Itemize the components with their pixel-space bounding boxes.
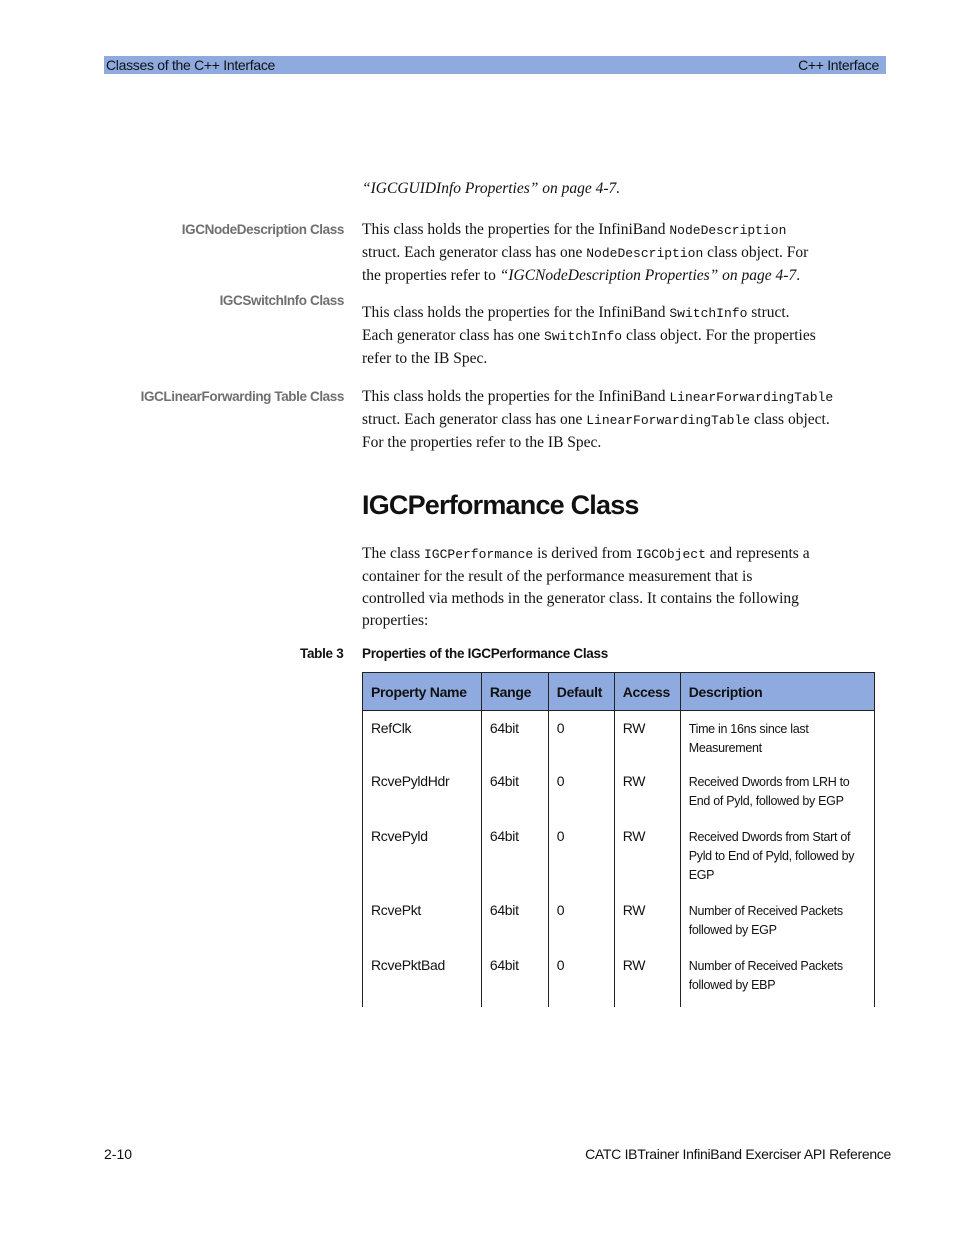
intro-reference[interactable]: “IGCGUIDInfo Properties” on page 4-7.	[362, 180, 621, 197]
cell-access: RW	[614, 949, 680, 1007]
text-run: This class holds the properties for the InfiniBand	[362, 304, 670, 321]
cell-property-name: RcvePktBad	[363, 949, 482, 1007]
cell-range: 64bit	[481, 820, 548, 894]
column-header-property-name: Property Name	[363, 673, 482, 711]
cell-property-name: RcvePyldHdr	[363, 765, 482, 820]
table-caption-number: Table 3	[300, 646, 344, 661]
cell-description: Received Dwords from LRH to End of Pyld, followed by EGP	[680, 765, 874, 820]
text-run: class object. For the properties	[622, 327, 816, 344]
cell-access: RW	[614, 894, 680, 949]
column-header-range: Range	[481, 673, 548, 711]
text-run: is derived from	[533, 545, 636, 562]
text-run: The class	[362, 545, 424, 562]
section-text-node-description	[362, 219, 882, 287]
cell-property-name: RcvePkt	[363, 894, 482, 949]
cell-description: Number of Received Packets followed by EGP	[680, 894, 874, 949]
cell-range: 64bit	[481, 711, 548, 765]
section-text-switch-info	[362, 302, 882, 370]
text-run: container for the result of the performance measurement that is	[362, 568, 753, 585]
document-title: CATC IBTrainer InfiniBand Exerciser API Reference	[585, 1146, 891, 1162]
cell-access: RW	[614, 820, 680, 894]
cross-reference-link[interactable]: “IGCNodeDescription Properties” on page 4-7	[499, 267, 797, 284]
table-header-row	[363, 673, 875, 711]
text-run: refer to the IB Spec.	[362, 350, 488, 367]
section-label-linear-forwarding-table: IGCLinearForwarding Table Class	[140, 389, 344, 404]
cell-access: RW	[614, 765, 680, 820]
column-header-default: Default	[548, 673, 614, 711]
header-section-title: Classes of the C++ Interface	[106, 57, 276, 73]
text-run: Each generator class has one	[362, 327, 545, 344]
running-header	[104, 56, 886, 74]
cell-range: 64bit	[481, 765, 548, 820]
column-header-access: Access	[614, 673, 680, 711]
table-row	[363, 894, 875, 949]
text-run: .	[796, 267, 801, 284]
text-run: struct. Each generator class has one	[362, 244, 587, 261]
cell-property-name: RcvePyld	[363, 820, 482, 894]
section-label-switch-info: IGCSwitchInfo Class	[219, 293, 344, 308]
code-term: SwitchInfo	[669, 306, 748, 321]
cell-description: Time in 16ns since last Measurement	[680, 711, 874, 765]
code-term: NodeDescription	[669, 223, 787, 238]
table-caption-title: Properties of the IGCPerformance Class	[362, 646, 608, 661]
table-row	[363, 711, 875, 765]
header-chapter-title: C++ Interface	[798, 57, 879, 73]
cell-default: 0	[548, 820, 614, 894]
cell-default: 0	[548, 711, 614, 765]
code-term: SwitchInfo	[544, 329, 623, 344]
cell-default: 0	[548, 765, 614, 820]
section-label-node-description: IGCNodeDescription Class	[181, 222, 344, 237]
text-run: the properties refer to	[362, 267, 500, 284]
table-row	[363, 949, 875, 1007]
text-run: This class holds the properties for the InfiniBand	[362, 221, 670, 238]
code-term: LinearForwardingTable	[669, 390, 834, 405]
table-row	[363, 820, 875, 894]
column-header-description: Description	[680, 673, 874, 711]
cell-range: 64bit	[481, 894, 548, 949]
section-heading: IGCPerformance Class	[362, 490, 639, 520]
cell-description: Received Dwords from Start of Pyld to End of Pyld, followed by EGP	[680, 820, 874, 894]
text-run: controlled via methods in the generator class. It contains the following	[362, 590, 799, 607]
text-run: class object.	[750, 411, 830, 428]
code-term: IGCPerformance	[423, 547, 534, 562]
text-run: and represents a	[705, 545, 810, 562]
cell-description: Number of Received Packets followed by EBP	[680, 949, 874, 1007]
text-run: struct. Each generator class has one	[362, 411, 587, 428]
text-run: This class holds the properties for the InfiniBand	[362, 388, 670, 405]
text-run: class object. For	[703, 244, 809, 261]
text-run: struct.	[747, 304, 790, 321]
properties-table	[362, 672, 875, 1007]
text-run: properties:	[362, 612, 429, 629]
table-row	[363, 765, 875, 820]
code-term: IGCObject	[635, 547, 706, 562]
code-term: LinearForwardingTable	[586, 413, 751, 428]
text-run: For the properties refer to the IB Spec.	[362, 434, 602, 451]
cell-default: 0	[548, 894, 614, 949]
cell-default: 0	[548, 949, 614, 1007]
section-text-linear-forwarding-table	[362, 386, 882, 454]
cell-range: 64bit	[481, 949, 548, 1007]
cell-access: RW	[614, 711, 680, 765]
performance-description	[362, 543, 882, 632]
page-number: 2-10	[104, 1146, 133, 1162]
cell-property-name: RefClk	[363, 711, 482, 765]
code-term: NodeDescription	[586, 246, 704, 261]
